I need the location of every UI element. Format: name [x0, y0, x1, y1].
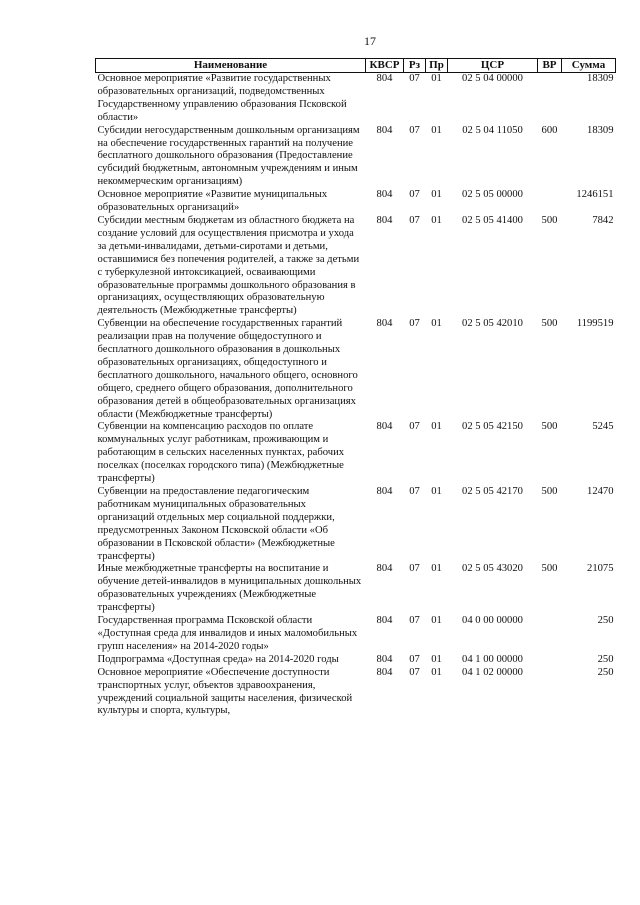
row-csr: 04 0 00 00000: [462, 615, 523, 627]
table-row: [96, 421, 616, 486]
row-name: Субвенции на предоставление педагогическим работникам муниципальных образовательных организаций отдельных мер социальной поддержки, предусмотренных Законом Псковской области «Об образовании в Псковской области» (Межбюджетные трансферты): [97, 486, 335, 562]
row-rz: 07: [409, 653, 420, 665]
row-sum: 5245: [592, 421, 614, 433]
row-sum: 12470: [587, 486, 614, 497]
row-kvsr: 804: [376, 666, 393, 678]
row-vr: 500: [541, 214, 558, 226]
table-row: [96, 125, 616, 190]
table-row: [96, 318, 616, 421]
row-kvsr: 804: [376, 563, 393, 575]
row-pr: 01: [431, 318, 442, 330]
row-sum: 7842: [592, 214, 614, 226]
row-vr: 500: [541, 563, 558, 575]
row-name: Субвенции на обеспечение государственных гарантий реализации прав на получение общедоступного и бесплатного дошкольного образования в дошкольных образовательных организациях, общедоступного и бесплатного дошкольного, начального общего, основного общего, среднего общего образования, дополнительного образования детей в общеобразовательных организациях области (Межбюджетные трансферты): [97, 318, 358, 420]
table-row: [96, 563, 616, 615]
row-csr: 04 1 00 00000: [462, 653, 523, 665]
row-rz: 07: [409, 666, 420, 678]
row-csr: 02 5 05 43020: [462, 563, 523, 575]
row-pr: 01: [431, 615, 442, 627]
row-pr: 01: [431, 421, 442, 433]
page-number: 17: [364, 34, 376, 48]
row-pr: 01: [431, 124, 442, 136]
table-row: [96, 215, 616, 318]
budget-table: [95, 58, 616, 718]
row-rz: 07: [409, 615, 420, 627]
row-kvsr: 804: [376, 189, 393, 201]
row-name: Субсидии местным бюджетам из областного бюджета на создание условий для осуществления присмотра и ухода за детьми-инвалидами, детьми-сиротами и детьми, оставшимися без попечения родителей, а также за детьми с туберкулезной интоксикацией, осваивающими образовательные программы дошкольного образования в организациях, осуществляющих образовательную деятельность (Межбюджетные трансферты): [97, 214, 360, 317]
row-pr: 01: [431, 214, 442, 226]
row-rz: 07: [409, 214, 420, 226]
row-name: Подпрограмма «Доступная среда» на 2014-2020 годы: [97, 653, 339, 665]
row-sum: 250: [597, 615, 614, 627]
row-csr: 02 5 05 42170: [462, 486, 523, 497]
row-csr: 02 5 05 41400: [462, 214, 523, 226]
table-row: [96, 486, 616, 563]
row-csr: 04 1 02 00000: [462, 666, 523, 678]
row-pr: 01: [431, 666, 442, 678]
row-name: Основное мероприятие «Развитие муниципальных образовательных организаций»: [97, 189, 328, 214]
row-rz: 07: [409, 189, 420, 201]
row-vr: 600: [541, 124, 558, 136]
row-pr: 01: [431, 486, 442, 497]
row-rz: 07: [409, 318, 420, 330]
row-vr: [538, 615, 562, 654]
row-csr: 02 5 04 11050: [462, 124, 523, 136]
row-vr: [538, 667, 562, 719]
row-name: Субсидии негосударственным дошкольным организациям на обеспечение государственных гарантий на получение бесплатного дошкольного образования (Предоставление субсидий бюджетным, автономным учреждениям и иным некоммерческим организациям): [97, 124, 360, 188]
table-row: [96, 73, 616, 125]
row-pr: 01: [431, 73, 442, 84]
header-rz: Рз: [404, 59, 426, 73]
header-pr: Пр: [426, 59, 448, 73]
row-kvsr: 804: [376, 318, 393, 330]
table-header: [96, 59, 616, 73]
header-sum: Сумма: [562, 59, 616, 73]
row-name: Государственная программа Псковской области «Доступная среда для инвалидов и иных маломобильных групп населения» на 2014-2020 годы»: [97, 615, 358, 652]
row-sum: 21075: [587, 563, 614, 575]
row-vr: [538, 654, 562, 667]
row-kvsr: 804: [376, 214, 393, 226]
row-kvsr: 804: [376, 653, 393, 665]
header-kvsr: КВСР: [366, 59, 404, 73]
table-row: [96, 667, 616, 719]
row-sum: 18309: [587, 73, 614, 84]
row-csr: 02 5 05 42150: [462, 421, 523, 433]
row-name: Субвенции на компенсацию расходов по оплате коммунальных услуг работникам, проживающим и работающим в сельских населенных пунктах, рабочих поселках (поселках городского типа) (Межбюджетные трансферты): [97, 421, 345, 485]
row-sum: 1246151: [576, 189, 614, 201]
row-csr: 02 5 04 00000: [462, 73, 523, 84]
row-kvsr: 804: [376, 124, 393, 136]
row-sum: 1199519: [576, 318, 614, 330]
row-rz: 07: [409, 421, 420, 433]
row-rz: 07: [409, 124, 420, 136]
header-vr: ВР: [538, 59, 562, 73]
row-kvsr: 804: [376, 73, 393, 84]
row-vr: [538, 189, 562, 215]
row-rz: 07: [409, 486, 420, 497]
header-name: Наименование: [96, 59, 366, 73]
row-rz: 07: [409, 563, 420, 575]
row-rz: 07: [409, 73, 420, 84]
row-kvsr: 804: [376, 615, 393, 627]
table-body: [96, 73, 616, 719]
row-vr: [538, 73, 562, 125]
row-sum: 250: [597, 653, 614, 665]
row-sum: 18309: [587, 124, 614, 136]
row-sum: 250: [597, 666, 614, 678]
row-name: Иные межбюджетные трансферты на воспитание и обучение детей-инвалидов в муниципальных дошкольных образовательных учреждениях (Межбюджетные трансферты): [97, 563, 362, 614]
row-name: Основное мероприятие «Развитие государственных образовательных организаций, подведомственных Государственному управлению образования Псковской области»: [97, 73, 347, 123]
row-name: Основное мероприятие «Обеспечение доступности транспортных услуг, объектов здравоохранения, учреждений социальной защиты населения, физической культуры и спорта, культуры,: [97, 666, 353, 717]
row-vr: 500: [541, 421, 558, 433]
row-pr: 01: [431, 189, 442, 201]
row-vr: 500: [541, 486, 558, 497]
table-row: [96, 189, 616, 215]
row-pr: 01: [431, 563, 442, 575]
row-kvsr: 804: [376, 486, 393, 497]
table-row: [96, 654, 616, 667]
row-pr: 01: [431, 653, 442, 665]
table-row: [96, 615, 616, 654]
row-vr: 500: [541, 318, 558, 330]
row-csr: 02 5 05 42010: [462, 318, 523, 330]
row-csr: 02 5 05 00000: [462, 189, 523, 201]
row-kvsr: 804: [376, 421, 393, 433]
header-csr: ЦСР: [448, 59, 538, 73]
